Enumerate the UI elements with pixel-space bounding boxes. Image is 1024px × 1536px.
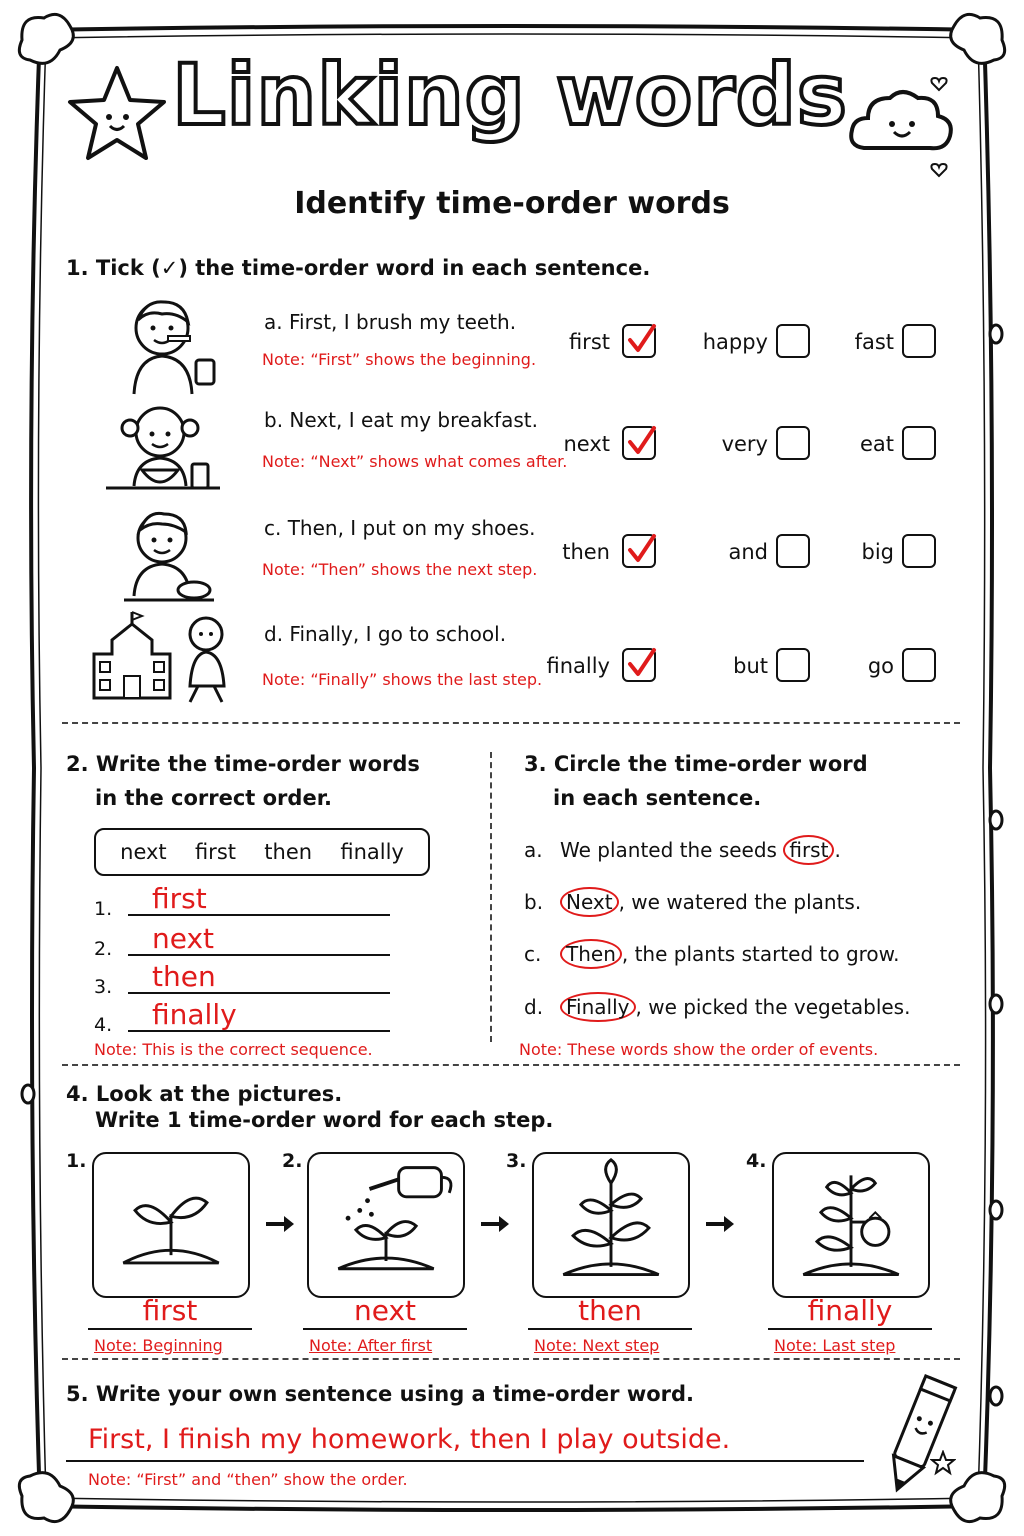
s3-sentence-after: , the plants started to grow.: [621, 942, 900, 966]
s3-circled-word[interactable]: Next: [560, 887, 619, 917]
s4-picture-frame: [307, 1152, 465, 1298]
divider: [62, 1064, 960, 1066]
s3-circled-word[interactable]: Finally: [560, 992, 636, 1022]
s1-option-checkbox[interactable]: [902, 534, 936, 568]
s3-sentence: [524, 942, 900, 966]
s1-sentence: d. Finally, I go to school.: [264, 622, 507, 646]
s1-option-label: fast: [854, 330, 894, 354]
s3-sentence-label: a.: [524, 838, 543, 862]
word-bank-item: finally: [340, 840, 404, 864]
s2-note: Note: This is the correct sequence.: [94, 1040, 373, 1059]
s4-answer: next: [353, 1294, 417, 1327]
s3-sentence-label: d.: [524, 995, 544, 1019]
s5-answer: First, I finish my homework, then I play outside.: [88, 1424, 731, 1455]
heart-icon: [930, 162, 948, 178]
s4-answer-line[interactable]: [528, 1328, 692, 1330]
s1-option-label: next: [563, 432, 610, 456]
s4-answer-line[interactable]: [88, 1328, 252, 1330]
s3-sentence: [524, 995, 910, 1019]
arrow-right-icon: [704, 1212, 738, 1240]
s4-step-number: 4.: [746, 1150, 767, 1172]
school-and-boy-icon: [90, 610, 234, 706]
s3-circled-word[interactable]: Then: [560, 939, 622, 969]
page-subtitle: Identify time-order words: [294, 186, 730, 221]
s2-answer: first: [152, 882, 207, 915]
s1-option-label: very: [721, 432, 768, 456]
s4-note: Note: After first: [309, 1336, 433, 1355]
star-icon: [930, 1450, 956, 1476]
s2-line-number: 3.: [94, 976, 113, 998]
s1-option-label: go: [867, 654, 894, 678]
s1-note: Note: “Then” shows the next step.: [262, 560, 538, 579]
s1-option-checkbox[interactable]: [902, 648, 936, 682]
s3-sentence-before: We planted the seeds: [560, 838, 784, 862]
s3-heading-line2: in each sentence.: [553, 786, 762, 810]
s1-option-label: eat: [859, 432, 894, 456]
s2-line-number: 2.: [94, 938, 113, 960]
s1-option-label: first: [568, 330, 610, 354]
s1-note: Note: “Finally” shows the last step.: [262, 670, 543, 689]
s4-note: Note: Next step: [534, 1336, 660, 1355]
divider: [62, 722, 960, 724]
s4-picture-frame: [92, 1152, 250, 1298]
s4-answer-line[interactable]: [303, 1328, 467, 1330]
star-face-icon: [64, 62, 170, 166]
column-divider: [490, 752, 492, 1042]
s4-answer-line[interactable]: [768, 1328, 932, 1330]
s3-sentence: [524, 838, 841, 862]
watering-can-icon: [309, 1154, 463, 1296]
s4-step-number: 3.: [506, 1150, 527, 1172]
s1-heading: 1. Tick (✓) the time-order word in each sentence.: [66, 256, 651, 280]
s1-option-label: then: [562, 540, 610, 564]
s4-heading: 4. Look at the pictures.: [66, 1082, 343, 1106]
plant-icon: [534, 1154, 688, 1296]
s3-sentence: [524, 890, 861, 914]
girl-eating-breakfast-icon: [104, 398, 222, 494]
word-bank-item: then: [264, 840, 313, 864]
s2-heading-line2: in the correct order.: [95, 786, 333, 810]
s1-option-checkbox[interactable]: [902, 426, 936, 460]
s1-option-label: happy: [702, 330, 768, 354]
s3-sentence-after: , we watered the plants.: [618, 890, 862, 914]
s1-option-label: but: [733, 654, 768, 678]
divider: [62, 1358, 960, 1360]
s4-heading-line2: Write 1 time-order word for each step.: [95, 1108, 554, 1132]
s3-sentence-label: c.: [524, 942, 542, 966]
s1-note: Note: “Next” shows what comes after.: [262, 452, 568, 471]
s2-line-number: 1.: [94, 898, 113, 920]
s3-sentence-after: , we picked the vegetables.: [635, 995, 911, 1019]
boy-putting-on-shoes-icon: [118, 506, 218, 604]
arrow-right-icon: [264, 1212, 298, 1240]
s4-step-number: 1.: [66, 1150, 87, 1172]
s4-answer: then: [578, 1294, 642, 1327]
s4-picture-frame: [532, 1152, 690, 1298]
s2-answer: next: [152, 922, 215, 955]
s1-note: Note: “First” shows the beginning.: [262, 350, 537, 369]
s4-note: Note: Last step: [774, 1336, 896, 1355]
s4-step-number: 2.: [282, 1150, 303, 1172]
s4-answer: finally: [807, 1294, 893, 1327]
s5-heading: 5. Write your own sentence using a time-order word.: [66, 1382, 695, 1406]
cloud-face-icon: [846, 84, 958, 158]
word-bank: [94, 828, 430, 876]
word-bank-item: next: [120, 840, 167, 864]
s2-heading: 2. Write the time-order words: [66, 752, 420, 776]
s1-option-label: big: [861, 540, 894, 564]
s4-picture-frame: [772, 1152, 930, 1298]
s1-option-checkbox[interactable]: [902, 324, 936, 358]
s2-answer: then: [152, 960, 216, 993]
boy-brushing-teeth-icon: [112, 292, 224, 396]
s4-note: Note: Beginning: [94, 1336, 223, 1355]
s1-option-label: finally: [546, 654, 610, 678]
s3-circled-word[interactable]: first: [783, 835, 834, 865]
seedling-icon: [94, 1154, 248, 1296]
s3-heading: 3. Circle the time-order word: [524, 752, 868, 776]
s4-answer: first: [142, 1294, 198, 1327]
tomato-plant-icon: [774, 1154, 928, 1296]
s1-sentence: b. Next, I eat my breakfast.: [264, 408, 538, 432]
s5-answer-line: [66, 1460, 864, 1462]
s1-sentence: c. Then, I put on my shoes.: [264, 516, 536, 540]
heart-icon: [930, 76, 948, 92]
s1-option-label: and: [728, 540, 768, 564]
s3-note: Note: These words show the order of events.: [519, 1040, 879, 1059]
arrow-right-icon: [479, 1212, 513, 1240]
s3-sentence-label: b.: [524, 890, 544, 914]
s2-answer: finally: [152, 998, 237, 1031]
s2-line-number: 4.: [94, 1014, 113, 1036]
s3-sentence-after: .: [834, 838, 841, 862]
word-bank-item: first: [194, 840, 236, 864]
pencil-face-icon: [872, 1368, 968, 1498]
s5-note: Note: “First” and “then” show the order.: [88, 1470, 408, 1489]
s1-sentence: a. First, I brush my teeth.: [264, 310, 517, 334]
page-title: Linking words: [172, 46, 848, 144]
